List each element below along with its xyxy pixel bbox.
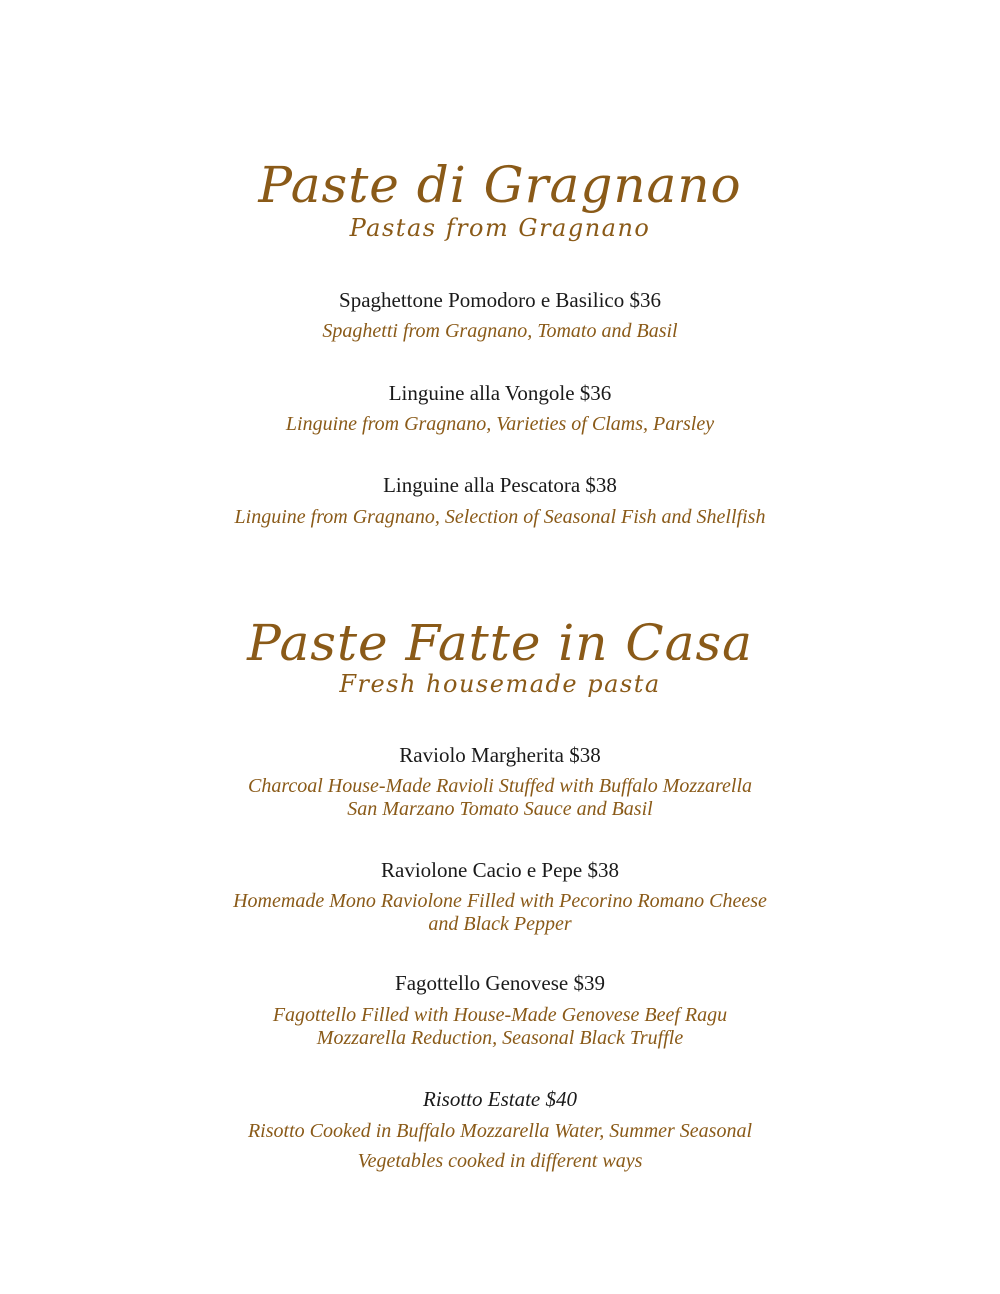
dish-name-fagottello-genovese: Fagottello Genovese $39 (395, 971, 605, 995)
dish-desc-fagottello-genovese-line1: Fagottello Filled with House-Made Genovese Beef Ragu (272, 1004, 728, 1026)
dish-desc-raviolone-cacio-pepe-line2: and Black Pepper (428, 913, 572, 935)
dish-desc-spaghettone: Spaghetti from Gragnano, Tomato and Basil (322, 320, 678, 342)
dish-name-risotto-estate: Risotto Estate $40 (423, 1087, 577, 1111)
section-subtitle-pastas-gragnano: Pastas from Gragnano (349, 214, 651, 242)
dish-name-raviolone-cacio-pepe: Raviolone Cacio e Pepe $38 (381, 858, 619, 882)
section-title-fresh-pasta: Paste Fatte in Casa (247, 614, 753, 672)
dish-desc-risotto-estate-line2: Vegetables cooked in different ways (357, 1150, 643, 1172)
dish-name-linguine-vongole: Linguine alla Vongole $36 (388, 381, 612, 405)
dish-desc-raviolo-margherita-line1: Charcoal House-Made Ravioli Stuffed with Buffalo Mozzarella (247, 775, 753, 797)
section-subtitle-fresh-pasta: Fresh housemade pasta (339, 670, 661, 698)
dish-desc-risotto-estate-line1: Risotto Cooked in Buffalo Mozzarella Water, Summer Seasonal (247, 1120, 753, 1142)
dish-desc-linguine-vongole: Linguine from Gragnano, Varieties of Clams, Parsley (285, 413, 715, 435)
dish-name-spaghettone: Spaghettone Pomodoro e Basilico $36 (339, 288, 661, 312)
dish-name-raviolo-margherita: Raviolo Margherita $38 (399, 743, 601, 767)
dish-desc-raviolone-cacio-pepe-line1: Homemade Mono Raviolone Filled with Pecorino Romano Cheese (233, 890, 767, 912)
section-title-pastas-gragnano: Paste di Gragnano (258, 156, 742, 214)
dish-desc-linguine-pescatora: Linguine from Gragnano, Selection of Seasonal Fish and Shellfish (234, 506, 766, 528)
dish-desc-raviolo-margherita-line2: San Marzano Tomato Sauce and Basil (347, 798, 653, 820)
dish-name-linguine-pescatora: Linguine alla Pescatora $38 (383, 473, 617, 497)
dish-desc-fagottello-genovese-line2: Mozzarella Reduction, Seasonal Black Truffle (316, 1027, 684, 1049)
